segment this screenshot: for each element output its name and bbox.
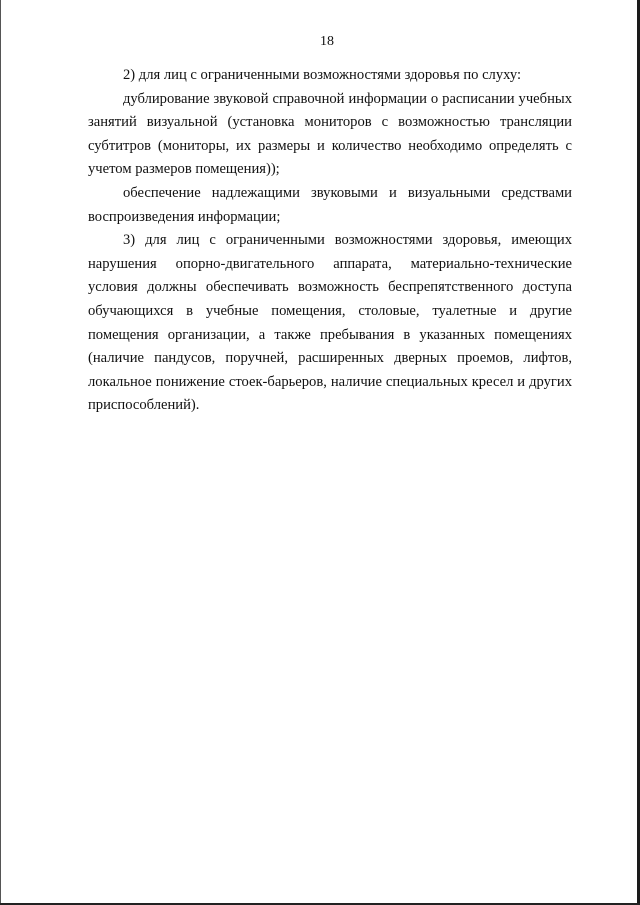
paragraph-audio-visual-means: обеспечение надлежащими звуковыми и визуальными средствами воспроизведения информации; bbox=[88, 184, 572, 225]
page-number: 18 bbox=[320, 34, 334, 49]
paragraph-musculoskeletal-conditions: 3) для лиц с ограниченными возможностями здоровья, имеющих нарушения опорно-двигательного аппарата, материально-технические условия должны обеспечивать возможность беспрепятственного доступа обучающихся в учебные помещения, столовые, туалетные и другие помещения организации, а также пребывания в указанных помещениях (наличие пандусов, поручней, расширенных дверных проемов, лифтов, локальное понижение стоек-барьеров, наличие специальных кресел и других приспособлений). bbox=[88, 232, 572, 414]
paragraph-hearing-impaired-heading: 2) для лиц с ограниченными возможностями здоровья по слуху: bbox=[123, 67, 522, 83]
paragraph-subtitles-duplication: дублирование звуковой справочной информации о расписании учебных занятий визуальной (установка мониторов с возможностью трансляции субтитров (мониторы, их размеры и количество необходимо определять с учетом размеров помещения)); bbox=[88, 90, 572, 178]
scan-edge-left bbox=[0, 0, 1, 905]
body-text bbox=[88, 64, 572, 418]
